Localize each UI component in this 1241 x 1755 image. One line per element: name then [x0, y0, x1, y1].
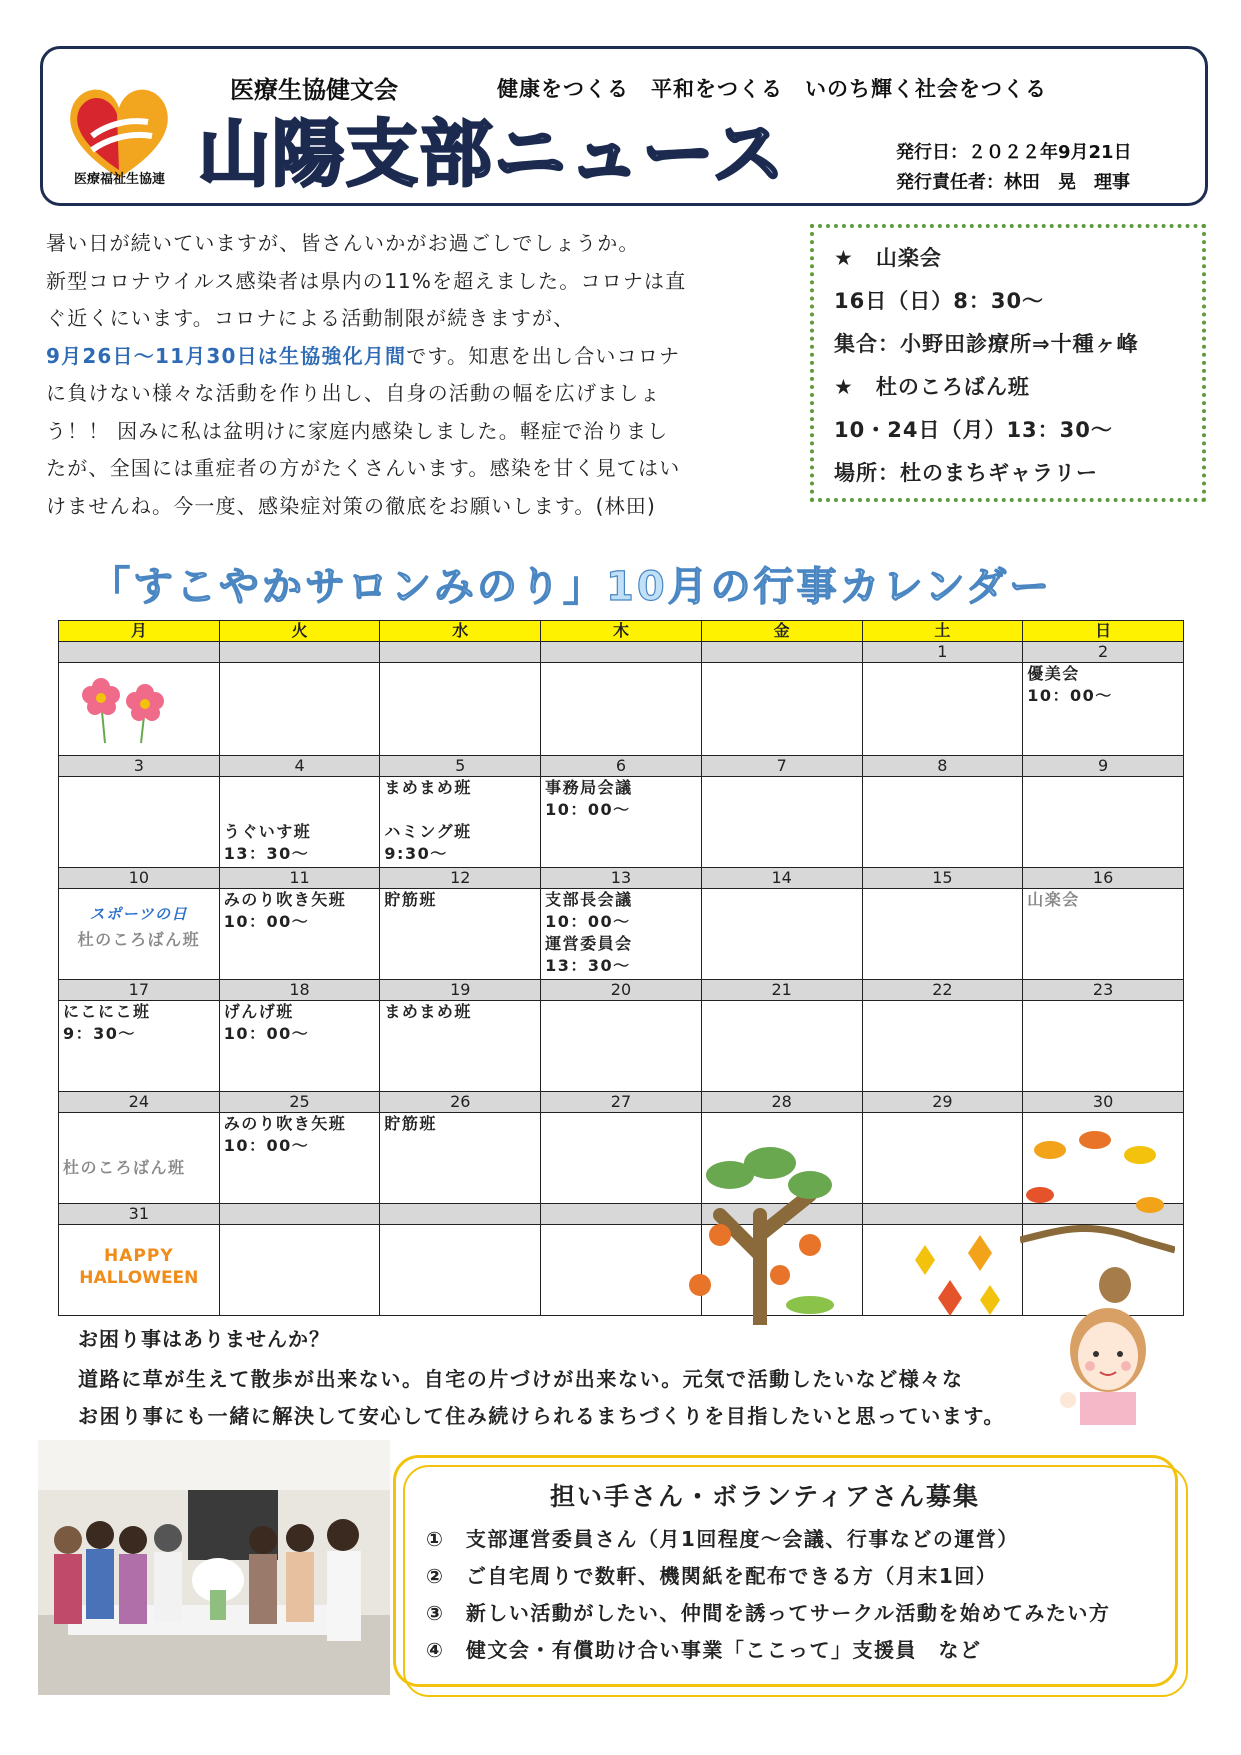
intro-line: 新型コロナウイルス感染者は県内の11%を超えました。コロナは直: [46, 268, 687, 293]
date-row: [59, 980, 1184, 1001]
event-row: [59, 663, 1184, 756]
event-row: [59, 1113, 1184, 1204]
date-cell: 28: [701, 1092, 862, 1113]
event-cell: [1023, 889, 1184, 980]
event-row: [59, 777, 1184, 868]
organization-name: 医療生協健文会: [230, 76, 398, 104]
event-cell: [701, 1001, 862, 1092]
persimmon-tree-illustration: [660, 1135, 860, 1325]
event-line: ★ 山楽会: [834, 246, 942, 270]
event-cell: [1023, 777, 1184, 868]
date-row: [59, 642, 1184, 663]
group-photo: [38, 1440, 390, 1695]
event-name: げんげ班: [223, 1002, 294, 1021]
date-cell: [219, 642, 380, 663]
woman-illustration: [1050, 1300, 1160, 1425]
weekday-cell: 日: [1023, 621, 1184, 642]
event-cell: [380, 1113, 541, 1204]
date-row: [59, 756, 1184, 777]
calendar-table: [58, 620, 1184, 1316]
event-cell: [380, 777, 541, 868]
event-cell: [59, 1113, 220, 1204]
intro-line: に負けない様々な活動を作り出し、自身の活動の幅を広げましょ: [46, 381, 661, 405]
weekday-cell: 土: [862, 621, 1023, 642]
sports-day-badge: スポーツの日: [89, 905, 189, 923]
date-cell: 9: [1023, 756, 1184, 777]
intro-line: けませんね。今一度、感染症対策の徹底をお願いします。(林田): [46, 493, 657, 518]
event-row: [59, 1001, 1184, 1092]
publisher: 発行責任者：林田 晃 理事: [896, 172, 1130, 193]
recruit-item: ③ 新しい活動がしたい、仲間を誘ってサークル活動を始めてみたい方: [426, 1601, 1111, 1625]
recruit-list: [426, 1521, 1110, 1669]
event-time: 10：00～: [545, 800, 631, 819]
date-cell: [59, 642, 220, 663]
event-name: 杜のころばん班: [77, 930, 201, 949]
cosmos-flowers-illustration: [63, 663, 173, 749]
logo-text: 医療福祉生協連: [73, 172, 165, 187]
event-cell: [59, 1225, 220, 1316]
event-time: 10：00～: [223, 912, 310, 931]
event-cell: [862, 1001, 1023, 1092]
trouble-text: [78, 1361, 1005, 1435]
event-cell: [219, 1113, 380, 1204]
recruit-heading: 担い手さん・ボランティアさん募集: [550, 1482, 981, 1511]
date-cell: [862, 1204, 1023, 1225]
event-cell: [59, 663, 220, 756]
date-cell: 11: [219, 868, 380, 889]
event-cell: [862, 663, 1023, 756]
event-name: 事務局会議: [545, 778, 633, 797]
event-name: ハミング班: [384, 822, 472, 841]
event-cell: [219, 1225, 380, 1316]
event-name: 貯筋班: [384, 1114, 437, 1133]
trouble-line: 道路に草が生えて散歩が出来ない。自宅の片づけが出来ない。元気で活動したいなど様々な: [78, 1367, 964, 1391]
event-line: ★ 杜のころばん班: [834, 375, 1030, 399]
event-cell: [219, 777, 380, 868]
event-time: 13：30～: [545, 956, 631, 975]
event-cell: [380, 663, 541, 756]
trouble-heading: お困り事はありませんか？: [78, 1327, 330, 1351]
event-name: 貯筋班: [384, 890, 437, 909]
date-cell: 14: [701, 868, 862, 889]
weekday-cell: 木: [541, 621, 702, 642]
event-cell: [219, 1001, 380, 1092]
halloween-text: HALLOWEEN: [79, 1268, 199, 1288]
intro-line: 暑い日が続いていますが、皆さんいかがお過ごしでしょうか。: [46, 231, 640, 255]
weekday-cell: 火: [219, 621, 380, 642]
date-cell: [219, 1204, 380, 1225]
event-cell: [862, 1113, 1023, 1204]
event-name: にこにこ班: [63, 1002, 151, 1021]
event-name: うぐいす班: [223, 822, 312, 841]
date-cell: 10: [59, 868, 220, 889]
event-cell: [701, 889, 862, 980]
date-cell: 31: [59, 1204, 220, 1225]
intro-line-rest: です。知恵を出し合いコロナ: [406, 343, 681, 368]
date-cell: [380, 642, 541, 663]
date-cell: 2: [1023, 642, 1184, 663]
date-cell: 19: [380, 980, 541, 1001]
intro-line: ぐ近くにいます。コロナによる活動制限が続きますが、: [46, 306, 575, 330]
date-cell: 21: [701, 980, 862, 1001]
calendar: [58, 620, 1184, 1316]
event-cell: [862, 777, 1023, 868]
date-cell: 29: [862, 1092, 1023, 1113]
event-cell: [380, 1001, 541, 1092]
publication-info: [896, 138, 1132, 198]
event-time: 10：00～: [1027, 686, 1113, 705]
event-name: 優美会: [1027, 664, 1080, 683]
date-cell: 13: [541, 868, 702, 889]
event-cell: [380, 889, 541, 980]
date-cell: 17: [59, 980, 220, 1001]
recruit-item: ② ご自宅周りで数軒、機関紙を配布できる方（月末1回）: [426, 1564, 998, 1588]
event-name: 山楽会: [1027, 890, 1080, 909]
event-cell: [701, 777, 862, 868]
campaign-period: 9月26日～11月30日は生協強化月間: [46, 343, 407, 368]
date-cell: 27: [541, 1092, 702, 1113]
event-name: まめまめ班: [384, 778, 472, 797]
halloween-text-happy: HAPPY: [104, 1246, 174, 1266]
event-row: [59, 889, 1184, 980]
event-time: 10：00～: [223, 1136, 310, 1155]
event-cell: [59, 777, 220, 868]
date-cell: 16: [1023, 868, 1184, 889]
slogan: 健康をつくる 平和をつくる いのち輝く社会をつくる: [497, 77, 1047, 101]
event-time: 10：00～: [545, 912, 631, 931]
intro-message: [46, 225, 791, 525]
date-cell: 12: [380, 868, 541, 889]
event-line: 集合：小野田診療所⇒十種ヶ峰: [834, 332, 1139, 356]
event-time: 10：00～: [223, 1024, 310, 1043]
event-name: 支部長会議: [545, 890, 633, 909]
event-line: 10・24日（月）13：30～: [834, 418, 1113, 442]
weekday-cell: 月: [59, 621, 220, 642]
date-row: [59, 868, 1184, 889]
weekday-cell: 金: [701, 621, 862, 642]
event-cell: [219, 889, 380, 980]
event-cell: [862, 889, 1023, 980]
date-cell: 4: [219, 756, 380, 777]
recruit-item: ④ 健文会・有償助け合い事業「ここって」支援員 など: [426, 1638, 982, 1662]
date-cell: [541, 642, 702, 663]
event-cell: [541, 663, 702, 756]
date-cell: 1: [862, 642, 1023, 663]
autumn-branch-illustration: [1020, 1120, 1175, 1320]
date-cell: 15: [862, 868, 1023, 889]
weekday-header-row: [59, 621, 1184, 642]
date-cell: 8: [862, 756, 1023, 777]
issue-date: 発行日：２０２２年9月21日: [896, 142, 1132, 163]
event-time: 9：30～: [63, 1024, 136, 1043]
event-cell: [59, 889, 220, 980]
date-cell: 26: [380, 1092, 541, 1113]
intro-line: う！！ 因みに私は盆明けに家庭内感染しました。軽症で治りまし: [46, 418, 669, 443]
event-cell: [59, 1001, 220, 1092]
date-cell: 5: [380, 756, 541, 777]
date-cell: 7: [701, 756, 862, 777]
intro-line: [46, 338, 791, 376]
intro-line: たが、全国には重症者の方がたくさんいます。感染を甘く見てはい: [46, 456, 681, 480]
event-cell: [541, 889, 702, 980]
date-cell: 23: [1023, 980, 1184, 1001]
event-cell: [541, 1001, 702, 1092]
weekday-cell: 水: [380, 621, 541, 642]
event-cell: [1023, 1001, 1184, 1092]
event-name: 杜のころばん班: [63, 1158, 186, 1177]
date-cell: 3: [59, 756, 220, 777]
event-name: みのり吹き矢班: [223, 890, 347, 909]
date-cell: 30: [1023, 1092, 1184, 1113]
date-row: [59, 1092, 1184, 1113]
date-cell: 6: [541, 756, 702, 777]
date-cell: 25: [219, 1092, 380, 1113]
event-line: 16日（日）8：30～: [834, 289, 1045, 313]
date-cell: 22: [862, 980, 1023, 1001]
event-cell: [701, 663, 862, 756]
trouble-line: お困り事にも一緒に解決して安心して住み続けられるまちづくりを目指したいと思っています。: [78, 1404, 1005, 1428]
event-cell: [541, 777, 702, 868]
events-box: [810, 224, 1206, 502]
event-name: みのり吹き矢班: [223, 1114, 347, 1133]
autumn-leaves-illustration: [895, 1225, 1015, 1325]
event-name: 運営委員会: [545, 934, 633, 953]
date-cell: 20: [541, 980, 702, 1001]
newsletter-title: 山陽支部ニュース: [198, 112, 787, 196]
date-cell: [701, 642, 862, 663]
calendar-title: 「すこやかサロンみのり」10月の行事カレンダー: [90, 564, 1053, 610]
date-cell: [380, 1204, 541, 1225]
date-row: [59, 1204, 1184, 1225]
event-time: 9:30～: [384, 844, 448, 863]
event-name: まめまめ班: [384, 1002, 472, 1021]
event-cell: [219, 663, 380, 756]
event-line: 場所：杜のまちギャラリー: [834, 461, 1098, 485]
date-cell: 18: [219, 980, 380, 1001]
event-cell: [1023, 663, 1184, 756]
recruit-item: ① 支部運営委員さん（月1回程度～会議、行事などの運営）: [426, 1527, 1019, 1551]
date-cell: 24: [59, 1092, 220, 1113]
event-cell: [380, 1225, 541, 1316]
event-time: 13：30～: [223, 844, 310, 863]
